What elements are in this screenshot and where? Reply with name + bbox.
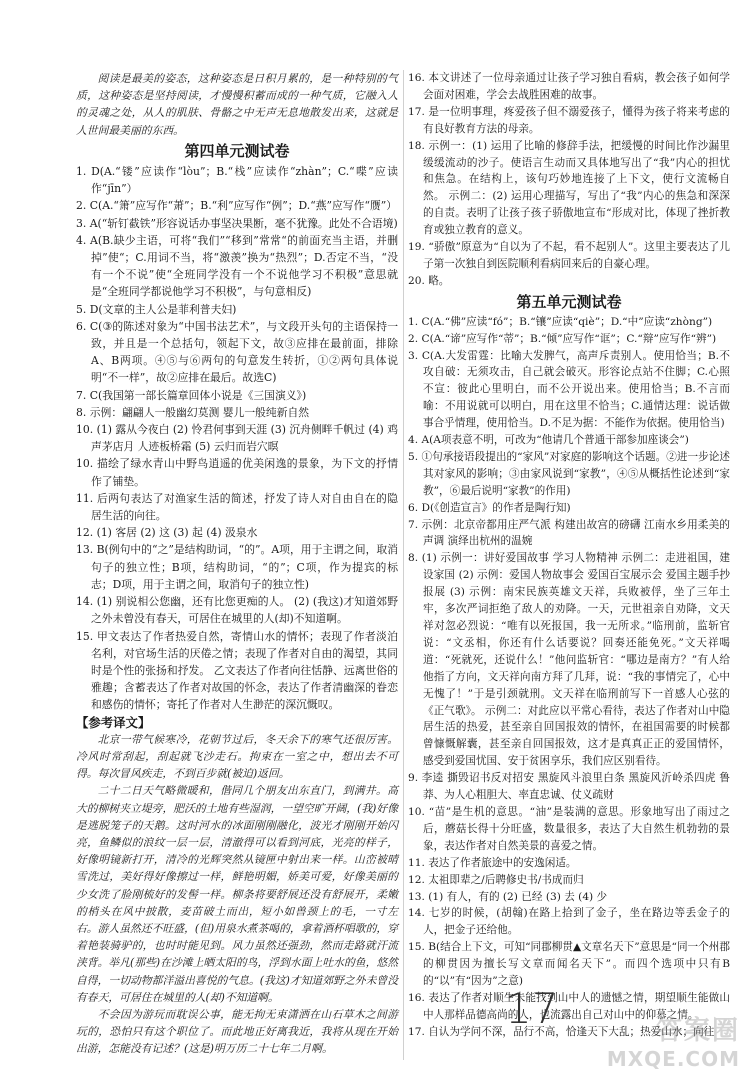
watermark-logo [590, 1010, 740, 1071]
answer-item: 4. A(A项表意不明，可改为“他请几个普通干部参加座谈会”) [408, 434, 689, 447]
answer-item: 1. D(A.“镂”应读作“lòu”；B.“栈”应读作“zhàn”；C.“喋”应读作“jīn”） [76, 165, 398, 196]
answer-list-unit4 [76, 163, 398, 714]
answer-item: 6. D(《创造宣言》的作者是陶行知) [408, 501, 571, 514]
page-number: 17 [505, 984, 559, 1033]
answer-item: 14. 七岁的时候，(胡翰)在路上拾到了金子，坐在路边等丢金子的人，把金子还给他。 [408, 907, 730, 937]
answer-item: 9. 李逵 撕毁诏书反对招安 黑旋风斗浪里白条 黑旋风沂岭杀四虎 鲁莽、为人心粗胆大、率直忠诚、仗义疏财 [408, 772, 730, 802]
answer-item: 15. B(结合上下文，可知“同郡柳贯▲文章名天下”意思是“同一个州郡的柳贯因为擅长写文章而闻名天下”。而四个选项中只有B的“以”有“因为”之意) [408, 941, 730, 988]
answer-item: 5. ①句承接语段提出的“家风”对家庭的影响这个话题。②进一步论述其对家风的影响；③由家风说到“家教”，④⑤从概括性论述到“家教”，⑥最后说明“家教”的作用) [408, 450, 730, 497]
answer-item: 10. (1) 露从今夜白 (2) 怜君何事到天涯 (3) 沉舟侧畔千帆过 (4) 鸡声茅店月 人迹板桥霜 (5) 云归而岩穴暝 [76, 423, 398, 454]
reference-translation [76, 731, 398, 1058]
answer-item: 4. A(B.缺少主语，可将“我们”“移到”常常“的前面充当主语，并删掉”使“；C.用词不当，将“激羡”换为“热烈”；D.否定不当，“没有一个不说”使“全班同学没有一个不说他学习不积极”意思就是“全班同学都说他学习不积极”，与句意相反) [76, 233, 398, 299]
watermark-text-cn: 答案圈 [655, 1016, 740, 1046]
answer-item: 7. 示例：北京帝都用庄严气派 构建出故宫的磅礴 江南水乡用柔美的声调 演绎出杭州的温婉 [408, 518, 730, 548]
answer-item: 3. C(A.大发雷霆：比喻大发脾气，高声斥责别人。使用恰当；B.不攻自破：无须攻击，自己就会破灭。形容论点站不住脚；C.心照不宣：彼此心里明白，而不公开说出来。使用恰当；B.不言而喻：不用说就可以明白，用在这里不恰当；C.通情达理：说话做事合乎情理，使用恰当。D.不足为据：不能作为依据。使用恰当) [408, 349, 730, 430]
translation-paragraph: 二十二日天气略微暖和，偕同几个朋友出东直门，到满井。高大的柳树夹立堤旁，肥沃的土地有些湿润，一望空旷开阔，(我)好像是逃脱笼子的天鹅。这时河水的冰面刚刚融化，波光才刚刚开始闪亮，鱼鳞似的浪纹一层一层，清澈得可以看到河底，光亮的样子，好像明镜新打开，清冷的光辉突然从镜匣中射出来一样。山峦被晴雪洗过，美好得好像擦过一样，鲜艳明媚，娇美可爱，好像美丽的少女洗了脸刚梳好的发髻一样。柳条将要舒展还没有舒展开，柔嫩的梢头在风中披散，麦苗破土而出，短小如兽颈上的毛，一寸左右。游人虽然还不旺盛，(但)用泉水煮茶喝的，拿着酒杯唱歌的，穿着艳装骑驴的，也时时能见到。风力虽然还强劲，然而走路就汗流浃背。举凡(那些)在沙滩上晒太阳的鸟，浮到水面上吐水的鱼，悠然自得，一切动物都洋溢出喜悦的气息。(我这)才知道郊野之外未曾没有春天，可居住在城里的人(却)不知道啊。 [76, 784, 398, 1004]
answer-item: 13. (1) 有人，有的 (2) 已经 (3) 去 (4) 少 [408, 890, 608, 903]
answer-item: 10. “苗”是生机的意思。“油”是装满的意思。形象地写出了雨过之后，蘑菇长得十分旺盛，数量很多，表达了大自然生机勃勃的景象，表达作者对自然美景的喜爱之情。 [408, 805, 730, 852]
answer-item: 17. 自认为学问不深，品行不高，恰逢天下大乱；热爱山水；向往 [408, 1025, 715, 1038]
answer-item: 18. 示例一：(1) 运用了比喻的修辞手法，把缓慢的时间比作沙漏里缓缓流动的沙子。使语言生动而又具体地写出了“我”内心的担忧和焦急。在结构上，该句巧妙地连接了上下文，使行文流畅自然。 示例二：(2) 运用心理描写，写出了“我”内心的焦急和深深的自责。表明了让孩子孩子骄傲地宣布“形成对比，体现了挫折教育或独立教育的意义。 [408, 139, 730, 237]
answer-item: 2. C(A.“箫”应写作“萧”；B.“利”应写作“例”；D.“燕”应写作“赝”） [76, 199, 398, 213]
section-title-unit5: 第五单元测试卷 [516, 292, 622, 311]
answer-item: 10. 描绘了绿水青山中野鸟逍遥的优美闲逸的景象，为下文的抒情作了铺垫。 [76, 457, 398, 488]
column-divider [403, 70, 404, 1060]
left-column [76, 70, 398, 1058]
translation-paragraph: 北京一带气候寒冷，花朝节过后，冬天余下的寒气还很厉害。冷风时常刮起，刮起就飞沙走石。拘束在一室之中，想出去不可得。每次冒风疾走，不到百步就(被迫)返回。 [76, 732, 398, 781]
answer-list-unit4-continued [408, 70, 730, 290]
answer-item: 14. (1) 别说相公您幽，还有比您更痴的人。 (2) (我这)才知道郊野之外未曾没有春天，可居住在城里的人(却)不知道啊。 [76, 595, 398, 626]
answer-item: 8. (1) 示例一：讲好爱国故事 学习人物精神 示例二：走进祖国，建设家国 (2) 示例：爱国人物故事会 爱国百宝展示会 爱国主题手抄报展 (3) 示例：南宋民族英雄文天祥，兵败被俘，坐了三年土牢，多次严词拒绝了敌人的劝降。一天，元世祖亲自劝降，文天祥对忽必烈说：“唯有以死报国，我一无所求。”临刑前，监斩官说：“文丞相，你还有什么话要说？回奏还能免死。”文天祥喝道：“死就死，还说什么！”他问监斩官：“哪边是南方？”有人给他指了方向，文天祥向南方拜了几拜，说：“我的事情完了，心中无愧了！”于是引颈就刑。文天祥在临刑前写下一首感人心弦的《正气歌》。 示例二：对此应以平常心看待，表达了作者对山中隐居生活的热爱，甚至亲自回国报效的情怀，在祖国需要的时候都曾慷慨解囊，甚至亲自回国报效，这才是真真正正的爱国情怀，感受到爱国忧国、安于贫困享乐，我们应区别看待。 [408, 552, 730, 768]
answer-item: 1. C(A.“佛”应读“fó”；B.“镶”应读“qiè”；D.“中”应读“zhòng”) [408, 315, 713, 328]
answer-item: 11. 后两句表达了对渔家生活的简述，抒发了诗人对自由自在的隐居生活的向往。 [76, 491, 398, 523]
answer-item: 11. 表达了作者旅途中的安逸闲适。 [408, 856, 577, 869]
answer-item: 8. 示例：翩翩人一般幽幻莫测 婴儿一般纯新自然 [76, 405, 310, 419]
translation-paragraph: 不会因为游玩而耽误公事，能无拘无束潇洒在山石草木之间游玩的，恐怕只有这个职位了。而此地正好离我近，我将从现在开始出游，怎能没有记述？(这是)明万历二十七年二月啊。 [76, 1007, 398, 1056]
answer-item: 12. (1) 客居 (2) 这 (3) 起 (4) 汲泉水 [76, 526, 258, 540]
answer-item: 16. 表达了作者对顺生未能找到山中人的遗憾之情，期望顺生能做山中人那样品德高尚的人，也流露出自己对山中的仰慕之情。 [408, 991, 730, 1021]
answer-item: 5. D(文章的主人公是菲利普夫妇) [76, 302, 237, 316]
answer-item: 16. 本文讲述了一位母亲通过让孩子学习独自看病，教会孩子如何学会面对困难，学会去战胜困难的故事。 [408, 72, 730, 101]
answer-item: 17. 是一位明事理，疼爱孩子但不溺爱孩子，懂得为孩子将来考虑的有良好教育方法的母亲。 [408, 105, 730, 135]
section-title-unit4: 第四单元测试卷 [184, 141, 290, 160]
intro-paragraph: 阅读是最美的姿态，这种姿态是日积月累的，是一种特别的气质，这种姿态是坚持阅读，才慢慢积蓄而成的一种气质，它融入人的灵魂之处，从人的肌肤、骨骼之中无声无息地散发出来，这就是人世间最美丽的东西。 [76, 72, 398, 137]
watermark-text-en: MXQE.COM [606, 1047, 740, 1071]
answer-item: 12. 太祖即辈之/后聘修史书/书成而归 [408, 873, 584, 886]
answer-item: 3. A(“斩钉截铁”形容说话办事坚决果断，毫不犹豫。此处不合语境) [76, 216, 398, 230]
right-column [408, 70, 730, 1041]
answer-item: 15. 甲文表达了作者热爱自然，寄情山水的情怀；表现了作者淡泊名利，对官场生活的厌倦之情；表现了作者对自由的渴望，其同时是个性的张扬和抒发。 乙文表达了作者向往恬静、远离世俗的雅趣；含蓄表达了作者对故国的怀念，表达了作者清幽深的眷恋和感伤的情怀；寄托了作者对人生渺茫的深沉慨叹。 [76, 629, 398, 712]
answer-item: 20. 略。 [408, 274, 450, 287]
answer-item: 13. B(例句中的“之”是结构助词，“的”。A项，用于主谓之间，取消句子的独立性；B项，结构助词，“的”；C项，作为提宾的标志；D项，用于主谓之间，取消句子的独立性) [76, 543, 398, 591]
answer-item: 6. C(③的陈述对象为“中国书法艺术”，与文段开头句的主语保持一致，并且是一个总括句，领起下文，故③应排在最前面，排除A、B两项。④⑤与⑥两句的句意发生转折，①②两句具体说明“不一样”，故②应排在最后。故选C) [76, 319, 398, 385]
answer-list-unit5 [408, 314, 730, 1041]
answer-item: 2. C(A.“谛”应写作“蒂”；B.“倾”应写作“诓”；C.“辩”应写作“辨”) [408, 332, 717, 345]
answer-item: 19. “骄傲”原意为“自以为了不起，看不起别人”。这里主要表达了儿子第一次独自到医院顺利看病回来后的自豪心理。 [408, 241, 730, 270]
answer-item: 7. C(我国第一部长篇章回体小说是《三国演义》) [76, 388, 307, 402]
reference-translation-title: 【参考译文】 [76, 714, 151, 730]
